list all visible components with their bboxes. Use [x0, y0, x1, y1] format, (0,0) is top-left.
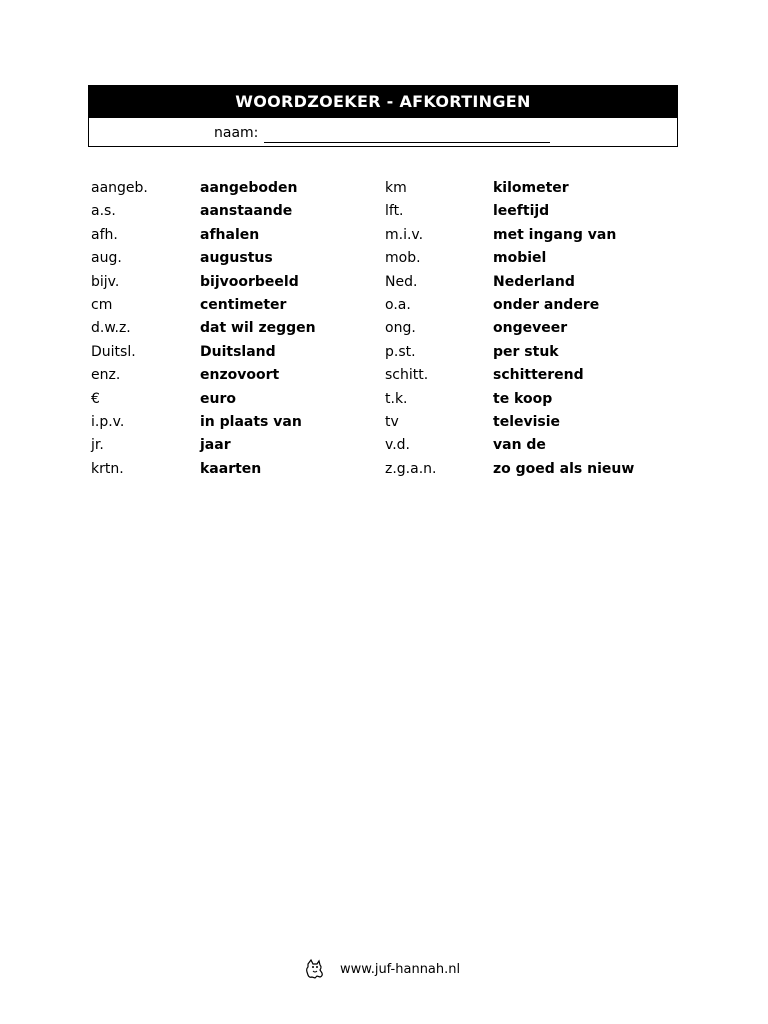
meaning-left: in plaats van — [200, 413, 302, 430]
table-row — [91, 247, 634, 270]
abbreviation-right: o.a. — [385, 296, 411, 313]
meaning-left: bijvoorbeeld — [200, 273, 299, 290]
table-row — [91, 177, 634, 200]
meaning-left: Duitsland — [200, 343, 276, 360]
abbreviation-left: a.s. — [91, 203, 116, 220]
page-title: WOORDZOEKER - AFKORTINGEN — [89, 86, 677, 117]
abbreviation-right: m.i.v. — [385, 226, 424, 243]
meaning-left: kaarten — [200, 460, 262, 477]
footer-url[interactable]: www.juf-hannah.nl — [340, 961, 461, 977]
meaning-right: Nederland — [493, 273, 575, 290]
table-row — [91, 458, 634, 481]
table-row — [91, 224, 634, 247]
abbreviation-left: krtn. — [91, 460, 124, 477]
meaning-left: aanstaande — [200, 203, 293, 220]
meaning-right: te koop — [493, 390, 553, 407]
abbreviation-left: cm — [91, 296, 113, 313]
abbreviation-right: lft. — [385, 203, 404, 220]
meaning-right: leeftijd — [493, 203, 550, 220]
abbreviation-left: € — [91, 390, 100, 407]
abbreviation-table — [91, 177, 634, 481]
name-label: naam: — [214, 125, 259, 141]
meaning-right: ongeveer — [493, 320, 568, 337]
meaning-left: euro — [200, 390, 236, 407]
meaning-right: kilometer — [493, 180, 569, 196]
abbreviation-right: km — [385, 180, 407, 196]
table-row — [91, 364, 634, 387]
table-row — [91, 271, 634, 294]
table-row — [91, 434, 634, 457]
abbreviation-left: enz. — [91, 367, 121, 384]
abbreviation-right: t.k. — [385, 390, 408, 407]
abbreviation-left: d.w.z. — [91, 320, 131, 337]
meaning-right: per stuk — [493, 343, 559, 360]
table-row — [91, 341, 634, 364]
abbreviation-right: v.d. — [385, 437, 410, 454]
name-row — [89, 117, 677, 148]
abbreviation-right: Ned. — [385, 273, 418, 290]
meaning-right: zo goed als nieuw — [493, 460, 635, 477]
abbreviation-left: aangeb. — [91, 180, 148, 196]
meaning-left: enzovoort — [200, 367, 280, 384]
abbreviation-right: tv — [385, 413, 399, 430]
header-box — [88, 85, 678, 147]
abbreviation-right: p.st. — [385, 343, 416, 360]
meaning-right: televisie — [493, 413, 561, 430]
meaning-left: centimeter — [200, 296, 287, 313]
abbreviation-left: jr. — [91, 437, 104, 454]
abbreviation-right: ong. — [385, 320, 416, 337]
abbreviation-left: i.p.v. — [91, 413, 125, 430]
abbreviation-right: mob. — [385, 250, 421, 267]
meaning-left: afhalen — [200, 226, 260, 243]
meaning-left: dat wil zeggen — [200, 320, 316, 337]
name-input-line[interactable] — [264, 126, 550, 143]
meaning-right: van de — [493, 437, 546, 454]
meaning-left: jaar — [200, 437, 231, 454]
table-row — [91, 294, 634, 317]
table-row — [91, 411, 634, 434]
abbreviation-left: bijv. — [91, 273, 120, 290]
dog-icon — [304, 958, 326, 980]
abbreviation-left: Duitsl. — [91, 343, 136, 360]
meaning-right: met ingang van — [493, 226, 617, 243]
abbreviation-left: aug. — [91, 250, 122, 267]
table-row — [91, 317, 634, 340]
table-row — [91, 200, 634, 223]
abbreviation-left: afh. — [91, 226, 118, 243]
meaning-left: augustus — [200, 250, 273, 267]
abbreviation-right: schitt. — [385, 367, 429, 384]
meaning-right: schitterend — [493, 367, 584, 384]
footer — [304, 958, 460, 980]
meaning-right: onder andere — [493, 296, 600, 313]
abbreviation-right: z.g.a.n. — [385, 460, 437, 477]
table-row — [91, 388, 634, 411]
meaning-left: aangeboden — [200, 180, 298, 196]
meaning-right: mobiel — [493, 250, 547, 267]
